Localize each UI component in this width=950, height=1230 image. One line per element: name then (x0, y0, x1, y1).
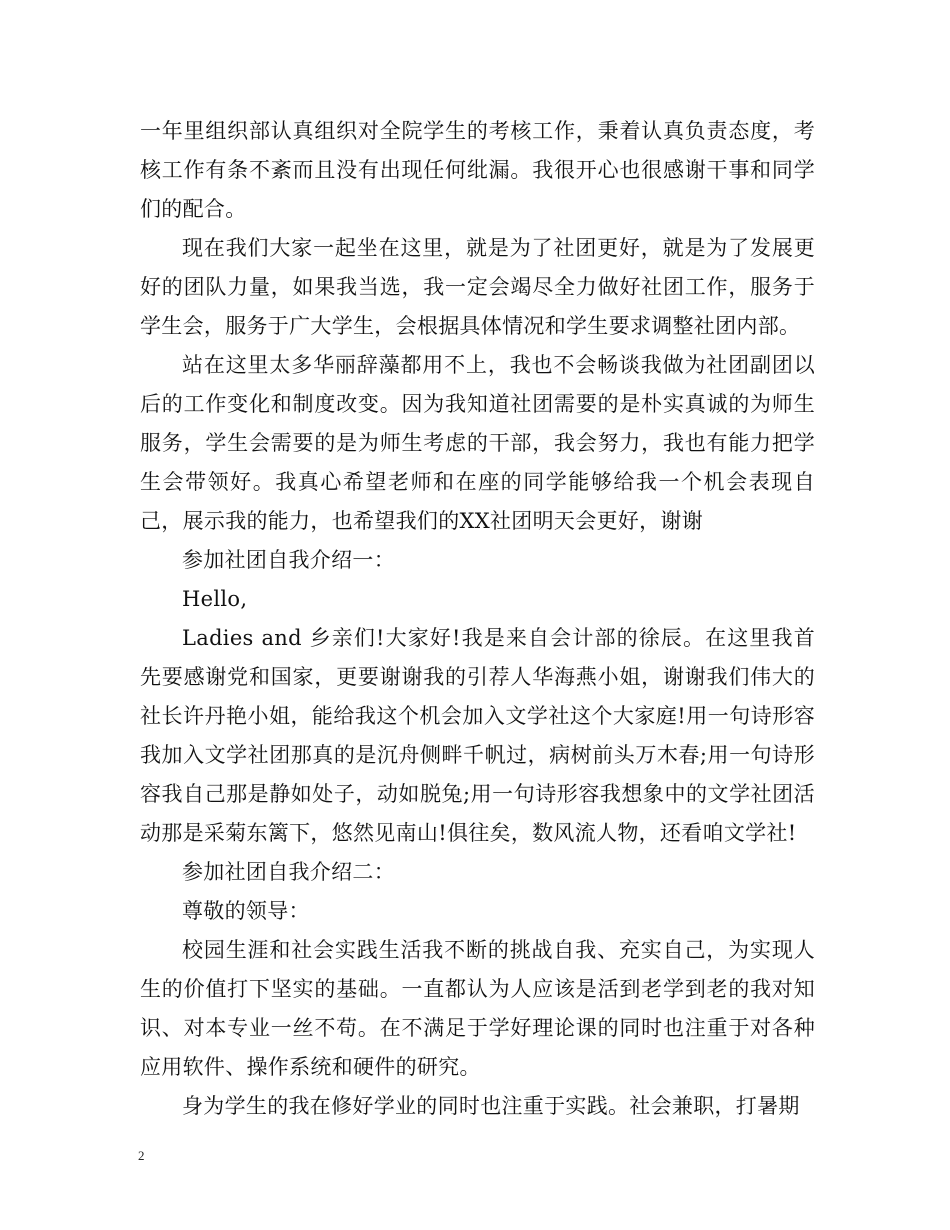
greeting-hello: Hello, (182, 587, 248, 611)
paragraph-intro-1-body: Ladies and 乡亲们!大家好!我是来自会计部的徐辰。在这里我首先要感谢党和国家，更要谢谢我的引荐人华海燕小姐，谢谢我们伟大的社长许丹艳小姐，能给我这个机会加入文学社这个大家庭!用一句诗形容我加入文学社团那真的是沉舟侧畔千帆过，病树前头万木春;用一句诗形容我自己那是静如处子，动如脱兔;用一句诗形容我想象中的文学社团活动那是采菊东篱下，悠然见南山!俱往矣，数风流人物，还看咱文学社! (140, 626, 815, 845)
paragraph-intro-2-body: 校园生涯和社会实践生活我不断的挑战自我、充实自己，为实现人生的价值打下坚实的基础。一直都认为人应该是活到老学到老的我对知识、对本专业一丝不苟。在不满足于学好理论课的同时也注重于对各种应用软件、操作系统和硬件的研究。 (140, 938, 815, 1079)
salutation: 尊敬的领导： (182, 899, 310, 923)
section-heading-intro-2: 参加社团自我介绍二： (182, 860, 395, 884)
page-number: 2 (138, 1148, 145, 1163)
paragraph-2: 现在我们大家一起坐在这里，就是为了社团更好，就是为了发展更好的团队力量，如果我当选，我一定会竭尽全力做好社团工作，服务于学生会，服务于广大学生，会根据具体情况和学生要求调整社团内部。 (140, 236, 815, 338)
paragraph-practice: 身为学生的我在修好学业的同时也注重于实践。社会兼职，打暑期 (182, 1094, 800, 1118)
document-body (140, 112, 815, 1126)
section-heading-intro-1: 参加社团自我介绍一： (182, 548, 395, 572)
paragraph-3: 站在这里太多华丽辞藻都用不上，我也不会畅谈我做为社团副团以后的工作变化和制度改变。因为我知道社团需要的是朴实真诚的为师生服务，学生会需要的是为师生考虑的干部，我会努力，我也有能力把学生会带领好。我真心希望老师和在座的同学能够给我一个机会表现自己，展示我的能力，也希望我们的XX社团明天会更好，谢谢 (140, 353, 815, 533)
paragraph-1: 一年里组织部认真组织对全院学生的考核工作，秉着认真负责态度，考核工作有条不紊而且没有出现任何纰漏。我很开心也很感谢干事和同学们的配合。 (140, 119, 815, 221)
